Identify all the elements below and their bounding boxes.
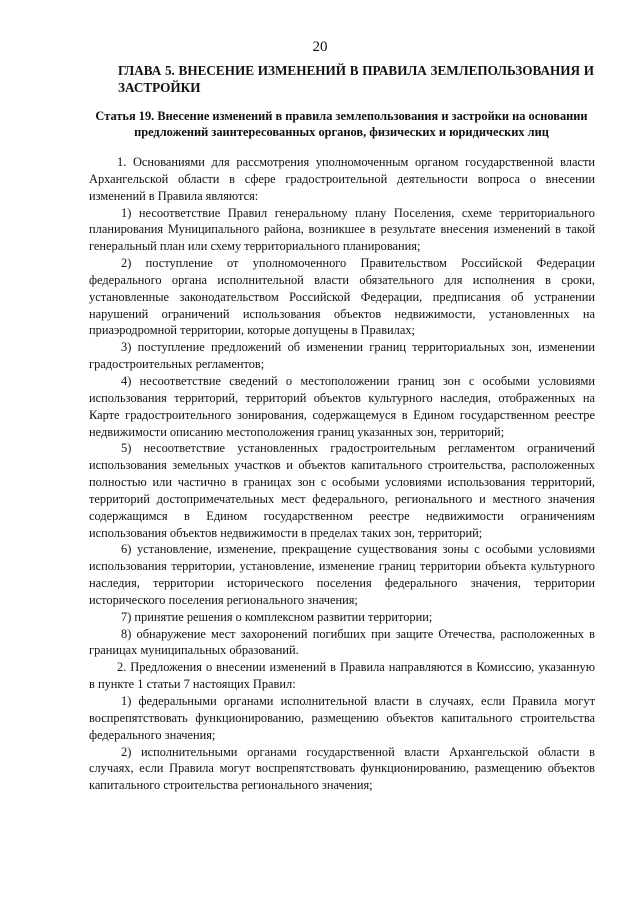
paragraph: 2. Предложения о внесении изменений в Правила направляются в Комиссию, указанную в пункте 1 статьи 7 настоящих Правил: [89, 660, 595, 692]
list-item: 2) поступление от уполномоченного Правительством Российской Федерации федерального органа исполнительной власти обязательного для исполнения в сроки, установленные законодательством Российской Федерации, предписания об устранении нарушений ограничений использования объектов недвижимости, установленных на приаэродромной территории, которые допущены в Правилах; [89, 256, 595, 338]
list-item: 5) несоответствие установленных градостроительным регламентом ограничений использования земельных участков и объектов капитального строительства, расположенных полностью или частично в границах зон с особыми условиями использования территорий, территорий достопримечательных мест федерального, регионального и местного значения содержащимся в Едином государственном реестре недвижимости ограничениям использования объектов недвижимости в пределах таких зон, территорий; [89, 441, 595, 540]
paragraph: 1. Основаниями для рассмотрения уполномоченным органом государственной власти Архангельской области в сфере градостроительной деятельности вопроса о внесении изменений в Правила являются: [89, 155, 595, 203]
list-item: 3) поступление предложений об изменении границ территориальных зон, изменении градостроительных регламентов; [89, 340, 595, 372]
page-number: 20 [312, 39, 328, 55]
document-body [89, 154, 595, 794]
list-item: 7) принятие решения о комплексном развитии территории; [121, 609, 433, 624]
list-item: 1) несоответствие Правил генеральному плану Поселения, схеме территориального планирования Муниципального района, возникшее в результате внесения изменений в такой генеральный план или схему территориального планирования; [89, 205, 595, 254]
chapter-title: ГЛАВА 5. ВНЕСЕНИЕ ИЗМЕНЕНИЙ В ПРАВИЛА ЗЕМЛЕПОЛЬЗОВАНИЯ И ЗАСТРОЙКИ [118, 63, 594, 95]
list-item: 8) обнаружение мест захоронений погибших при защите Отечества, расположенных в границах муниципальных образований. [89, 626, 595, 658]
list-item: 1) федеральными органами исполнительной власти в случаях, если Правила могут воспрепятствовать функционированию, размещению объектов капитального строительства федерального значения; [89, 694, 595, 742]
list-item: 4) несоответствие сведений о местоположении границ зон с особыми условиями использования территорий, территорий объектов культурного наследия, отображенных на Карте градостроительного зонирования, содержащемуся в Едином государственном реестре недвижимости описанию местоположения границ указанных зон, территорий; [89, 373, 595, 439]
list-item: 6) установление, изменение, прекращение существования зоны с особыми условиями использования территории, установление, изменение границ территории объекта культурного наследия, территории исторического поселения федерального значения, территории исторического поселения регионального значения; [89, 542, 595, 607]
article-title: Статья 19. Внесение изменений в правила землепользования и застройки на основании предложений заинтересованных органов, физических и юридических лиц [95, 109, 588, 139]
list-item: 2) исполнительными органами государственной власти Архангельской области в случаях, если Правила могут воспрепятствовать функционированию, размещению объектов капитального строительства регионального значения; [89, 744, 595, 793]
